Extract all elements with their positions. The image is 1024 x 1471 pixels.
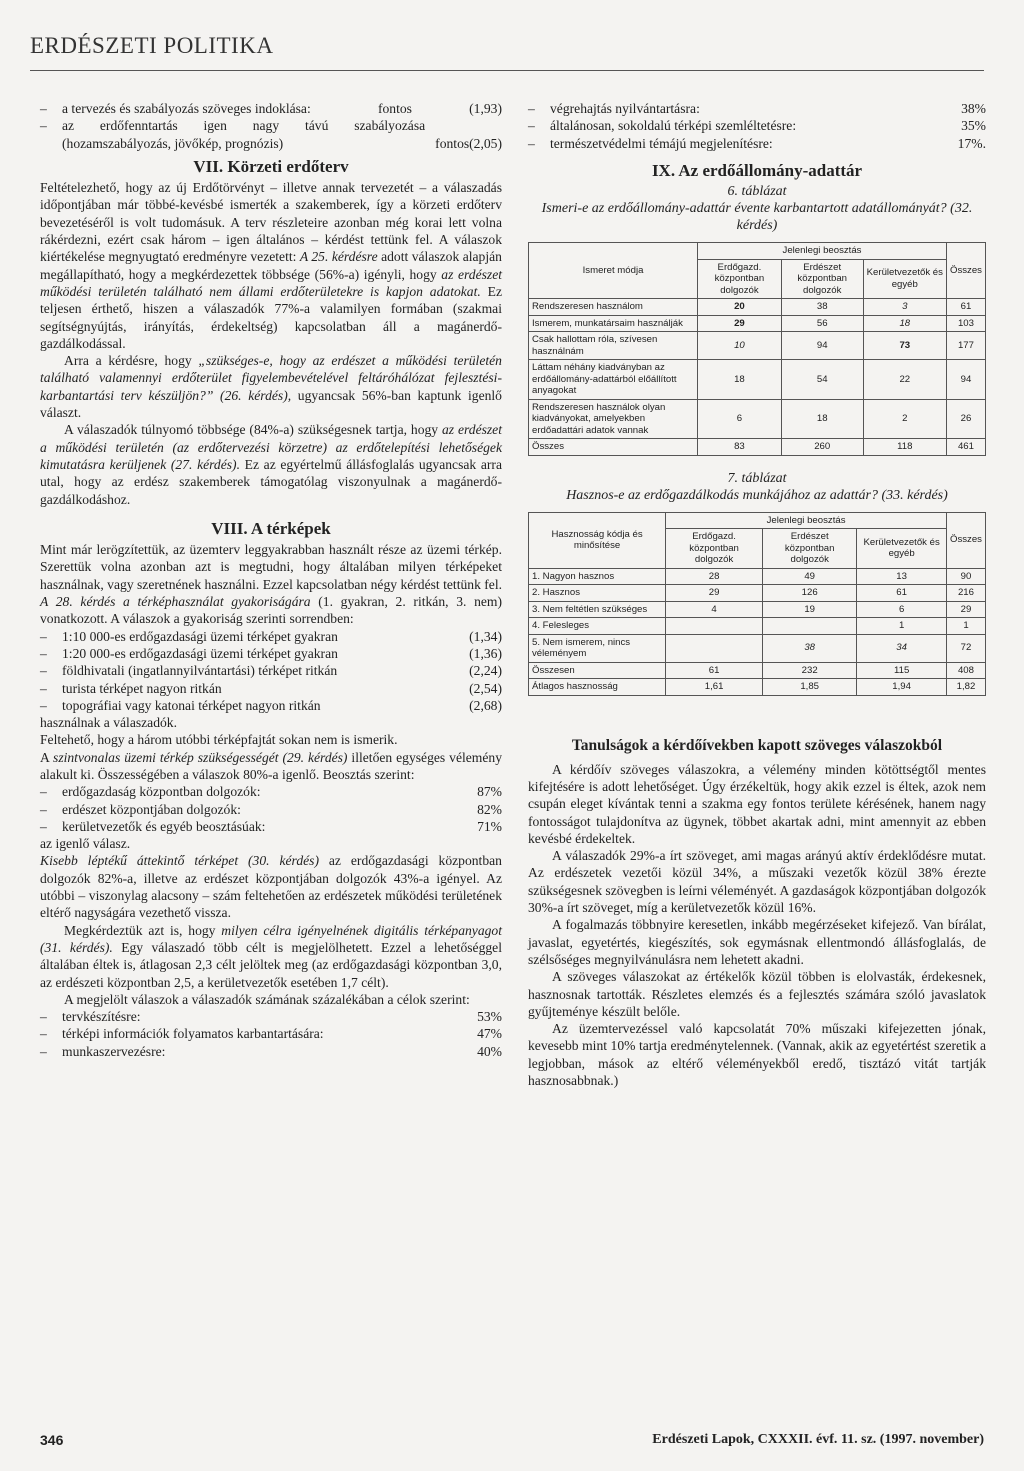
table-row — [529, 332, 986, 360]
table-cell: 94 — [781, 332, 863, 360]
table-cell: 94 — [946, 360, 985, 400]
text: Egy válaszadó több célt is megjelölhetett. Ezzel a lehetőséggel általában éltek is, átlagosan 2,3 célt jelöltek meg (az erdőgazdasági központban 3,0, az erdészeti központban 2,5, a kerületvezetők esetében 1,7 célt). — [40, 939, 502, 990]
list-item — [528, 100, 986, 117]
list-item-value: (2,54) — [469, 680, 502, 696]
table-cell: 6 — [698, 399, 782, 439]
intro-list — [40, 100, 502, 152]
table-cell: 461 — [946, 439, 985, 456]
text: az erdészet a működési területén (az erdőtervezési körzetre) az erdőtelepítési lehetőségek kimutatásra kerüljenek (27. kérdés). — [40, 422, 502, 472]
section-8-paragraph: A megjelölt válaszok a válaszadók számának százalékában a célok szerint: — [64, 991, 470, 1007]
list-item-rating: fontos — [435, 135, 470, 151]
table-cell-label: 4. Felesleges — [529, 618, 666, 635]
table-row — [529, 634, 986, 662]
table-cell: 1,85 — [763, 679, 857, 696]
dash-bullet: – — [528, 135, 535, 151]
left-column — [40, 100, 502, 1060]
dash-bullet: – — [40, 801, 47, 817]
dash-bullet: – — [40, 118, 47, 134]
table-row — [529, 315, 986, 332]
list-item-text: földhivatali (ingatlannyilvántartási) térképet ritkán — [62, 663, 338, 679]
conclusions-title: Tanulságok a kérdőívekben kapott szöveges válaszokból — [571, 736, 943, 754]
table-row — [529, 360, 986, 400]
list-item-text: munkaszervezésre: — [62, 1043, 166, 1059]
table-header-group: Jelenlegi beosztás — [698, 243, 947, 260]
table-cell: 83 — [698, 439, 782, 456]
list-item-value: 71% — [477, 818, 502, 834]
table-cell: 34 — [857, 634, 947, 662]
text: Megkérdeztük azt is, hogy — [64, 922, 216, 938]
list-item — [40, 628, 502, 645]
table-cell-label: Láttam néhány kiadványban az erdőállomány-adattárból előállított anyagokat — [529, 360, 698, 400]
table-cell: 232 — [763, 662, 857, 679]
list-item-text: térképi információk folyamatos karbantartására: — [62, 1026, 324, 1042]
purpose-list — [40, 1008, 502, 1060]
list-item — [40, 117, 502, 152]
table-6-body — [529, 299, 986, 456]
table-header: Erdőgazd. központban dolgozók — [698, 259, 782, 299]
text: illetően egységes vélemény alakult ki. Összességében a válaszok 80%-a igenlő. Beosztás szerint: — [40, 749, 502, 782]
table-cell: 4 — [666, 601, 763, 618]
list-item — [40, 645, 502, 662]
table-cell: 18 — [863, 315, 946, 332]
list-item-text: általánosan, sokoldalú térképi szemléltetésre: — [550, 118, 797, 134]
dash-bullet: – — [40, 1043, 47, 1059]
list-item — [528, 117, 986, 134]
list-item-text: topográfiai vagy katonai térképet nagyon ritkán — [62, 697, 321, 713]
table-header: Erdészet központban dolgozók — [781, 259, 863, 299]
text: Feltételezhető, hogy az új Erdőtörvényt – illetve annak tervezetét – a válaszadás időpontjában már többé-kevésbé ismerték a szakemberek, így a körzeti erdőterv bevezetéséről is volt tudomásuk. A terv részleteire azonban még korai lett volna rákérdezni, ezért csak három – igen általános – kérdést tettünk fel. A válaszok kiértékelése megnyugtató eredményre vezetett: — [40, 180, 502, 265]
section-8-paragraph: Mint már lerögzítettük, az üzemterv leggyakrabban használt része az üzemi térkép. Szerettük volna azonban azt is megtudni, hogy általában milyen térképeket használnak, vagy szeretnének használni. Ezzel kapcsolatban négy kérdést tettünk fel. — [40, 542, 502, 592]
list-item-value: 87% — [477, 784, 502, 800]
list-item-value: (1,34) — [469, 628, 502, 644]
table-header: Kerületvezetők és egyéb — [863, 259, 946, 299]
table-row — [529, 585, 986, 602]
list-item-text: végrehajtás nyilvántartásra: — [550, 101, 700, 116]
table-cell: 10 — [698, 332, 782, 360]
table-cell: 103 — [946, 315, 985, 332]
table-cell: 260 — [781, 439, 863, 456]
text: az erdészet működési területén található nem állami erdőterületekre is kapjon adatokat. — [40, 266, 503, 299]
role-list — [40, 783, 502, 835]
list-item-text: az erdőfenntartás igen nagy távú szabályozása (hozamszabályozás, jövőkép, prognózis) — [62, 118, 426, 151]
list-item-value: (1,36) — [469, 645, 502, 661]
table-cell: 49 — [763, 568, 857, 585]
list-item-text: természetvédelmi témájú megjelenítésre: — [550, 135, 773, 151]
table-row — [529, 299, 986, 316]
text: A — [40, 749, 50, 765]
table-row — [529, 439, 986, 456]
section-8-paragraph — [40, 852, 502, 921]
section-8-paragraph: az igenlő válasz. — [40, 836, 131, 852]
list-item-body — [62, 1043, 502, 1060]
table-cell-label: 5. Nem ismerem, nincs véleményem — [529, 634, 666, 662]
conclusions-paragraph: A kérdőív szöveges válaszokra, a vélemény minden kötöttségtől mentes kifejtésére is adott lehetőséget. Úgy érzékeltük, hogy akik ezzel is éltek, azok nem csupán eleget kívántak tenni a szakma egy fontos területe kérésének, hanem nagy fontosságot tulajdonítva az ügynek, többet akartak adni, mint amennyit az ebben kevésbé érdekeltek. — [528, 761, 986, 846]
table-7 — [528, 512, 986, 696]
text: milyen célra igényelnének digitális térképanyagot (31. kérdés). — [40, 922, 503, 955]
dash-bullet: – — [40, 628, 47, 644]
table-7-title: Hasznos-e az erdőgazdálkodás munkájához az adattár? (33. kérdés) — [566, 487, 948, 503]
text: szintvonalas üzemi térkép szükségességét (29. kérdés) — [53, 749, 348, 765]
list-item-body — [62, 818, 502, 835]
table-cell — [763, 618, 857, 635]
table-header: Összes — [946, 512, 985, 568]
table-cell: 126 — [763, 585, 857, 602]
map-list — [40, 628, 502, 714]
list-item-body — [550, 135, 986, 152]
list-item-value: (2,24) — [469, 663, 502, 679]
table-6-number: 6. táblázat — [727, 184, 787, 200]
table-6-title: Ismeri-e az erdőállomány-adattár évente karbantartott adatállományát? (32. kérdés) — [541, 201, 973, 234]
list-item-body — [62, 783, 502, 800]
list-item-body — [62, 117, 502, 152]
table-cell: 28 — [666, 568, 763, 585]
table-cell: 29 — [946, 601, 985, 618]
list-item-text: tervkészítésre: — [62, 1009, 141, 1025]
list-item-rating: fontos — [377, 101, 412, 116]
table-cell: 72 — [946, 634, 985, 662]
table-cell-label: Átlagos hasznosság — [529, 679, 666, 696]
section-8-paragraph: használnak a válaszadók. — [40, 715, 178, 731]
table-cell: 1,61 — [666, 679, 763, 696]
list-item-body — [62, 801, 502, 818]
list-item-body — [550, 117, 986, 134]
text: kérdésre — [331, 249, 378, 265]
list-item-value: (1,93) — [469, 101, 502, 116]
table-cell-label: Ismerem, munkatársaim használják — [529, 315, 698, 332]
header-rule — [30, 70, 984, 71]
running-header: ERDÉSZETI POLITIKA — [30, 33, 274, 58]
list-item — [40, 783, 502, 800]
list-item-body — [62, 1025, 502, 1042]
table-cell-label: 2. Hasznos — [529, 585, 666, 602]
text: Kisebb léptékű áttekintő térképet (30. kérdés) — [40, 853, 319, 869]
table-cell: 22 — [863, 360, 946, 400]
text: ugyancsak 56%-ban kaptunk igenlő választ. — [40, 387, 502, 421]
section-8-title: VIII. A térképek — [211, 518, 331, 538]
section-8-paragraph: Feltehető, hogy a három utóbbi térképfajtát sokan nem is ismerik. — [40, 732, 398, 748]
list-item-body — [62, 100, 502, 117]
table-cell-label: Összes — [529, 439, 698, 456]
table-header: Összes — [946, 243, 985, 299]
list-item — [40, 697, 502, 714]
table-header: Kerületvezetők és egyéb — [857, 529, 947, 569]
list-item — [40, 662, 502, 679]
dash-bullet: – — [40, 645, 47, 661]
table-row — [529, 601, 986, 618]
section-7-paragraph — [40, 421, 502, 507]
table-cell: 38 — [781, 299, 863, 316]
list-item — [40, 1008, 502, 1025]
list-item-value: (2,05) — [469, 135, 502, 151]
text: „szükséges-e, hogy az erdészet a működési területén található valamennyi erdőterület figyelembevételével feltáróhálózat fejlesztési-karbantartási terv készüljön?” (26. kérdés), — [40, 353, 502, 403]
table-cell: 73 — [863, 332, 946, 360]
table-cell: 38 — [763, 634, 857, 662]
table-cell: 61 — [857, 585, 947, 602]
table-cell-label: Rendszeresen használok olyan kiadványokat, amelyekben erdőadattári adatok vannak — [529, 399, 698, 439]
section-9-title: IX. Az erdőállomány-adattár — [651, 160, 863, 180]
table-cell: 408 — [946, 662, 985, 679]
text: A 28. kérdés a térképhasználat gyakoriságára — [40, 594, 311, 610]
table-cell: 13 — [857, 568, 947, 585]
table-cell: 115 — [857, 662, 947, 679]
table-header: Erdészet központban dolgozók — [763, 529, 857, 569]
text: az erdőgazdasági központban dolgozók 82%-a, illetve az erdészet központjában dolgozók 43%-a igényel. Az utóbbi – viszonylag alacsony – szám feltehetően az erdészetek működési területének eltérő nagyságára vezethető vissza. — [40, 853, 502, 921]
table-cell: 6 — [857, 601, 947, 618]
table-cell: 18 — [698, 360, 782, 400]
list-item-body — [62, 680, 502, 697]
list-item — [40, 1025, 502, 1042]
purpose-list — [528, 100, 986, 152]
list-item-value: 82% — [477, 801, 502, 817]
table-cell: 56 — [781, 315, 863, 332]
list-item — [40, 680, 502, 697]
table-cell: 1,82 — [946, 679, 985, 696]
table-7-number: 7. táblázat — [727, 470, 787, 486]
list-item-body — [550, 100, 986, 117]
table-cell-label: Összesen — [529, 662, 666, 679]
list-item-text: erdészet központjában dolgozók: — [62, 801, 241, 817]
conclusions-paragraph: Az üzemtervezéssel való kapcsolatát 70% műszaki kifejezetten jónak, kevesebb mint 10% tartja eredménytelennek. (Vannak, akik az egyetértést szeretik a legjobban, mások az eltérő véleményekből eredő, tisztázó vitát tartják hasznosabbnak.) — [528, 1021, 986, 1089]
list-item — [40, 818, 502, 835]
dash-bullet: – — [40, 663, 47, 679]
dash-bullet: – — [528, 101, 535, 116]
dash-bullet: – — [528, 118, 535, 134]
table-header: Ismeret módja — [529, 243, 698, 299]
list-item-text: erdőgazdaság központban dolgozók: — [62, 784, 261, 800]
text: Ez teljesen érthető, hiszen a válaszadók 77%-a valamilyen formában (szakmai segítségnyújtás, irányítás, érdekeltség) kapcsolatban áll a magánerdő-gazdálkodással. — [40, 283, 502, 351]
dash-bullet: – — [40, 680, 47, 696]
table-cell-label: Csak hallottam róla, szívesen használnám — [529, 332, 698, 360]
list-item — [40, 801, 502, 818]
list-item-value: 53% — [477, 1009, 502, 1025]
table-cell-label: Rendszeresen használom — [529, 299, 698, 316]
list-item-value: 38% — [961, 101, 986, 116]
dash-bullet: – — [40, 101, 47, 116]
list-item-body — [62, 645, 502, 662]
dash-bullet: – — [40, 784, 47, 800]
text: Ez az egyértelmű állásfoglalás ugyancsak arra utal, hogy az erdész szakemberek támogatólag viszonyulnak a magánerdő-gazdálkodáshoz. — [40, 456, 502, 507]
list-item-text: 1:10 000-es erdőgazdasági üzemi térképet gyakran — [62, 628, 338, 644]
text: A 25. — [299, 249, 329, 265]
table-cell: 1 — [857, 618, 947, 635]
table-cell: 3 — [863, 299, 946, 316]
list-item-value: 17%. — [957, 135, 986, 151]
table-cell: 177 — [946, 332, 985, 360]
table-cell: 1 — [946, 618, 985, 635]
list-item-text: kerületvezetők és egyéb beosztásúak: — [62, 818, 266, 834]
list-item-value: (2,68) — [469, 697, 502, 713]
table-cell: 90 — [946, 568, 985, 585]
section-7-paragraph — [40, 352, 502, 421]
dash-bullet: – — [40, 697, 47, 713]
list-item-body — [62, 697, 502, 714]
section-7-paragraph — [40, 179, 502, 352]
table-cell: 118 — [863, 439, 946, 456]
list-item-value: 47% — [477, 1026, 502, 1042]
list-item — [528, 135, 986, 152]
table-7-body — [529, 568, 986, 695]
table-row — [529, 399, 986, 439]
list-item-body — [62, 662, 502, 679]
section-8-paragraph — [40, 593, 502, 628]
section-7-title: VII. Körzeti erdőterv — [193, 156, 349, 176]
conclusions-paragraph: A válaszadók 29%-a írt szöveget, ami magas arányú aktív érdeklődésre mutat. Az erdészetek vezetői közül 34%, a műszaki vezetők közül 38% érezte szükségesnek szövegben is leírni véleményét. A gazdaságok központjában dolgozók 30%-a írt szöveget, míg a kerületvezetők közül 16%. — [528, 848, 986, 916]
table-cell: 29 — [666, 585, 763, 602]
table-cell — [666, 634, 763, 662]
table-cell: 216 — [946, 585, 985, 602]
text: A válaszadók túlnyomó többsége (84%-a) szükségesnek tartja, hogy — [64, 422, 439, 438]
table-cell: 54 — [781, 360, 863, 400]
dash-bullet: – — [40, 1009, 47, 1025]
table-cell: 18 — [781, 399, 863, 439]
list-item-text: turista térképet nagyon ritkán — [62, 680, 222, 696]
table-header: Erdőgazd. központban dolgozók — [666, 529, 763, 569]
list-item-text: a tervezés és szabályozás szöveges indoklása: — [62, 101, 311, 116]
journal-citation: Erdészeti Lapok, CXXXII. évf. 11. sz. (1997. november) — [652, 1432, 984, 1447]
table-cell: 2 — [863, 399, 946, 439]
list-item — [40, 1043, 502, 1060]
list-item-body — [62, 628, 502, 645]
section-8-paragraph — [40, 922, 502, 991]
table-row — [529, 618, 986, 635]
list-item-value: 35% — [961, 118, 986, 134]
table-cell: 61 — [946, 299, 985, 316]
list-item-text: 1:20 000-es erdőgazdasági üzemi térképet gyakran — [62, 645, 338, 661]
dash-bullet: – — [40, 818, 47, 834]
page-number: 346 — [40, 1432, 64, 1448]
table-cell — [666, 618, 763, 635]
text: adott válaszok alapján megállapítható, hogy a megkérdezettek többsége (56%-a) igényli, hogy — [40, 249, 502, 282]
dash-bullet: – — [40, 1026, 47, 1042]
table-cell: 1,94 — [857, 679, 947, 696]
table-row — [529, 679, 986, 696]
table-cell-label: 3. Nem feltétlen szükséges — [529, 601, 666, 618]
text: (1. gyakran, 2. ritkán, 3. nem) vonatkozott. A válaszok a gyakoriság szerinti sorrendben: — [40, 594, 503, 627]
table-cell: 29 — [698, 315, 782, 332]
table-cell: 26 — [946, 399, 985, 439]
table-row — [529, 662, 986, 679]
table-cell: 61 — [666, 662, 763, 679]
table-header: Hasznosság kódja és minősítése — [529, 512, 666, 568]
table-cell: 19 — [763, 601, 857, 618]
right-column — [528, 100, 986, 1089]
conclusions-paragraph: A fogalmazás többnyire keresetlen, inkább megérzéseket kifejező. Van bírálat, javaslat, egyetértés, kiegészítés, sok egymásnak ellentmondó állásfoglalás, de szélsőséges megnyilvánulásra nem lehetett akadni. — [528, 917, 986, 967]
conclusions-paragraph: A szöveges válaszokat az értékelők közül többen is elolvasták, érdekesnek, hasznosnak tartották. Részletes elemzés és a fejlesztés számára szóló javaslatok gyűjteménye készült belőle. — [528, 969, 986, 1019]
list-item-value: 40% — [477, 1043, 502, 1059]
table-6 — [528, 242, 986, 456]
list-item — [40, 100, 502, 117]
table-header-group: Jelenlegi beosztás — [666, 512, 947, 529]
table-cell-label: 1. Nagyon hasznos — [529, 568, 666, 585]
table-cell: 20 — [698, 299, 782, 316]
text: Arra a kérdésre, hogy — [64, 353, 192, 369]
list-item-body — [62, 1008, 502, 1025]
table-row — [529, 568, 986, 585]
section-8-paragraph — [40, 749, 502, 784]
